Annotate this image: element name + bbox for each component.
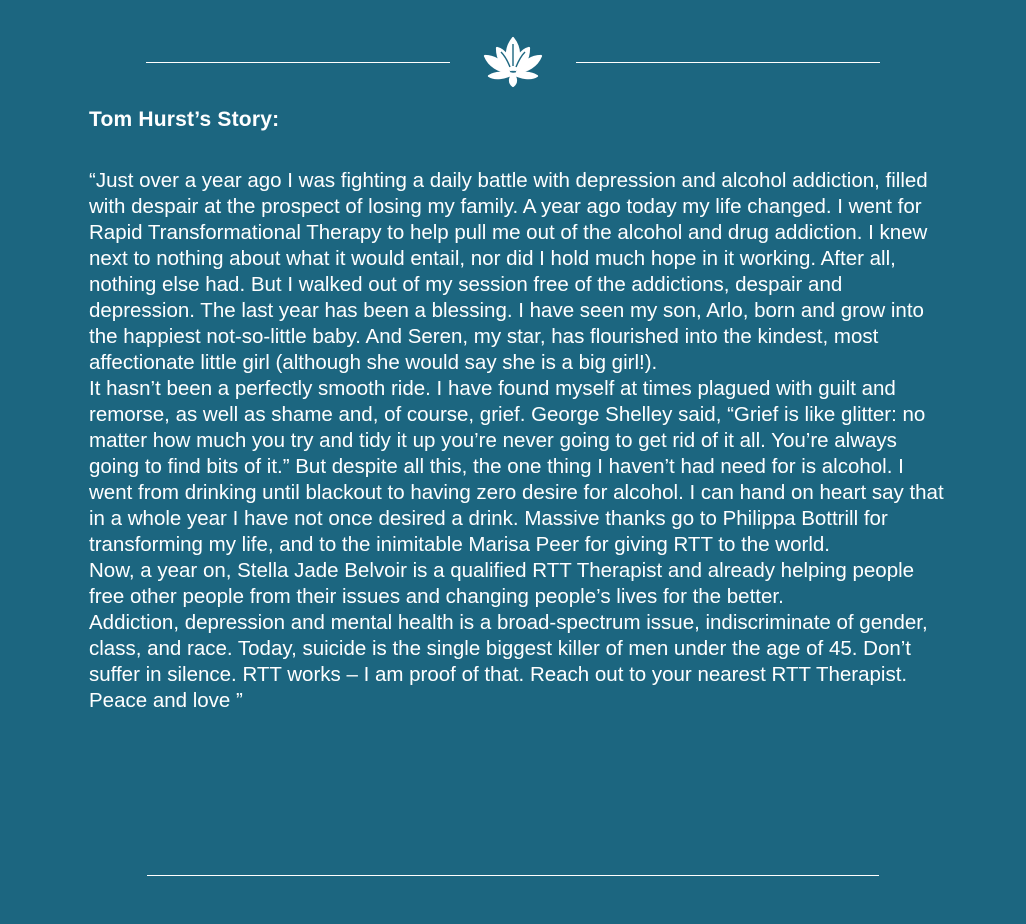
story-title: Tom Hurst’s Story:	[89, 108, 280, 131]
story-sign-off: Peace and love ”	[89, 689, 243, 712]
top-divider-right	[576, 62, 880, 63]
story-paragraph-2: It hasn’t been a perfectly smooth ride. I have found myself at times plagued with guilt and remorse, as well as shame and, of course, grief. George Shelley said, “Grief is like glitter: no matter how much you try and tidy it up you’re never going to get rid of it all. You’re always going to find bits of it.” But despite all this, the one thing I haven’t had need for is alcohol. I went from drinking until blackout to having zero desire for alcohol. I can hand on heart say that in a whole year I have not once desired a drink. Massive thanks go to Philippa Bottrill for transforming my life, and to the inimitable Marisa Peer for giving RTT to the world.	[89, 377, 944, 556]
top-divider-left	[146, 62, 450, 63]
story-paragraph-1: “Just over a year ago I was fighting a daily battle with depression and alcohol addiction, filled with despair at the prospect of losing my family. A year ago today my life changed. I went for Rapid Transformational Therapy to help pull me out of the alcohol and drug addiction. I knew next to nothing about what it would entail, nor did I hold much hope in it working. After all, nothing else had. But I walked out of my session free of the addictions, despair and depression. The last year has been a blessing. I have seen my son, Arlo, born and grow into the happiest not-so-little baby. And Seren, my star, has flourished into the kindest, most affectionate little girl (although she would say she is a big girl!).	[89, 169, 928, 374]
bottom-divider	[147, 875, 879, 876]
story-body	[89, 168, 949, 714]
story-paragraph-4: Addiction, depression and mental health is a broad-spectrum issue, indiscriminate of gender, class, and race. Today, suicide is the single biggest killer of men under the age of 45. Don’t suffer in silence. RTT works – I am proof of that. Reach out to your nearest RTT Therapist.	[89, 611, 928, 686]
story-paragraph-3: Now, a year on, Stella Jade Belvoir is a qualified RTT Therapist and already helping people free other people from their issues and changing people’s lives for the better.	[89, 559, 915, 608]
lotus-icon	[481, 34, 545, 88]
